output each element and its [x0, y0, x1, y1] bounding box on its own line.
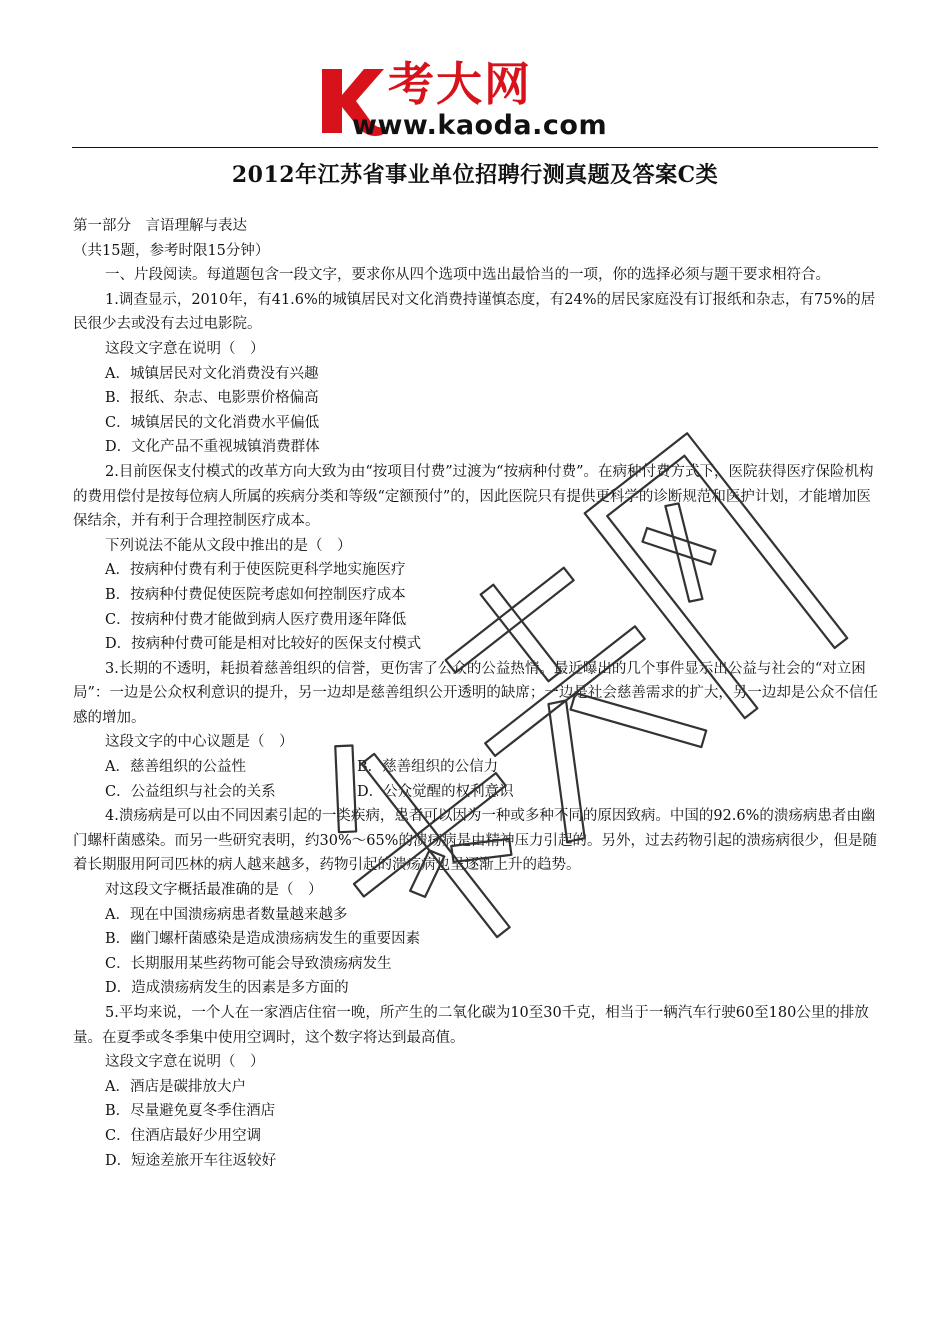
option-b: B．幽门螺杆菌感染是造成溃疡病发生的重要因素 [105, 931, 421, 948]
option-d: D．文化产品不重视城镇消费群体 [105, 439, 320, 456]
option-b: B．按病种付费促使医院考虑如何控制医疗成本 [105, 586, 406, 603]
question-prompt: 这段文字意在说明（ ） [105, 1054, 265, 1071]
logo-wordmark: 考大网 [388, 57, 532, 111]
header-divider [72, 147, 878, 148]
option-b: B．报纸、杂志、电影票价格偏高 [105, 390, 319, 407]
option-d: D．造成溃疡病发生的因素是多方面的 [105, 980, 349, 997]
question-4 [73, 804, 879, 1001]
option-c: C．城镇居民的文化消费水平偏低 [105, 414, 320, 431]
option-a: A．城镇居民对文化消费没有兴趣 [105, 365, 319, 382]
part-heading: 第一部分 言语理解与表达 [73, 218, 247, 234]
option-row [73, 780, 879, 805]
document-body [73, 214, 879, 1173]
question-stem: 3.长期的不透明，耗损着慈善组织的信誉，更伤害了公众的公益热情。最近曝出的几个事件显示出公益与社会的“对立困局”：一边是公众权利意识的提升，另一边却是慈善组织公开透明的缺席；一边是社会慈善需求的扩大，另一边却是公众不信任感的增加。 [73, 660, 878, 726]
option-c: C．长期服用某些药物可能会导致溃疡病发生 [105, 955, 392, 972]
option-c: C．住酒店最好少用空调 [105, 1127, 262, 1144]
logo-url: www.kaoda.com [352, 110, 608, 141]
instruction: 一、片段阅读。每道题包含一段文字，要求你从四个选项中选出最恰当的一项，你的选择必须与题干要求相符合。 [105, 267, 830, 284]
option-d: D．按病种付费可能是相对比较好的医保支付模式 [105, 636, 422, 653]
question-stem: 5.平均来说，一个人在一家酒店住宿一晚，所产生的二氧化碳为10至30千克，相当于一辆汽车行驶60至180公里的排放量。在夏季或冬季集中使用空调时，这个数字将达到最高值。 [73, 1005, 869, 1046]
question-prompt: 这段文字意在说明（ ） [105, 340, 265, 357]
question-stem: 4.溃疡病是可以由不同因素引起的一类疾病，患者可以因为一种或多种不同的原因致病。中国的92.6%的溃疡病患者由幽门螺杆菌感染。而另一些研究表明，约30%～65%的溃疡病是由精神压力引起的。另外，过去药物引起的溃疡病很少，但是随着长期服用阿司匹林的病人越来越多，药物引起的溃疡病也呈逐渐上升的趋势。 [73, 808, 877, 874]
option-a: A．酒店是碳排放大户 [105, 1078, 246, 1095]
question-5 [73, 1001, 879, 1173]
option-c: C．公益组织与社会的关系 [105, 783, 276, 800]
part-note: （共15题，参考时限15分钟） [73, 242, 270, 259]
question-prompt: 这段文字的中心议题是（ ） [105, 734, 294, 751]
option-a: A．现在中国溃疡病患者数量越来越多 [105, 906, 348, 923]
site-header [0, 55, 950, 145]
question-stem: 2.目前医保支付模式的改革方向大致为由“按项目付费”过渡为“按病种付费”。在病种付费方式下，医院获得医疗保险机构的费用偿付是按每位病人所属的疾病分类和等级“定额预付”的，因此医院只有提供更科学的诊断规范和医护计划，才能增加医保结余，并有利于合理控制医疗成本。 [73, 463, 874, 530]
question-prompt: 下列说法不能从文段中推出的是（ ） [105, 537, 352, 554]
option-row [73, 755, 879, 780]
question-1 [73, 288, 879, 460]
option-c: C．按病种付费才能做到病人医疗费用逐年降低 [105, 611, 407, 628]
option-b: B．尽量避免夏冬季住酒店 [105, 1103, 276, 1120]
option-d: D．短途差旅开车往返较好 [105, 1152, 277, 1169]
question-stem: 1.调查显示，2010年，有41.6%的城镇居民对文化消费持谨慎态度，有24%的居民家庭没有订报纸和杂志，有75%的居民很少去或没有去过电影院。 [73, 291, 876, 333]
page-title: 2012年江苏省事业单位招聘行测真题及答案C类 [231, 162, 719, 188]
question-2 [73, 460, 879, 657]
option-d: D．公众觉醒的权利意识 [357, 783, 514, 800]
option-a: A．慈善组织的公益性 [105, 759, 246, 776]
option-b: B．慈善组织的公信力 [357, 759, 499, 776]
question-prompt: 对这段文字概括最准确的是（ ） [105, 882, 323, 899]
question-3 [73, 657, 879, 805]
option-a: A．按病种付费有利于使医院更科学地实施医疗 [105, 562, 406, 579]
